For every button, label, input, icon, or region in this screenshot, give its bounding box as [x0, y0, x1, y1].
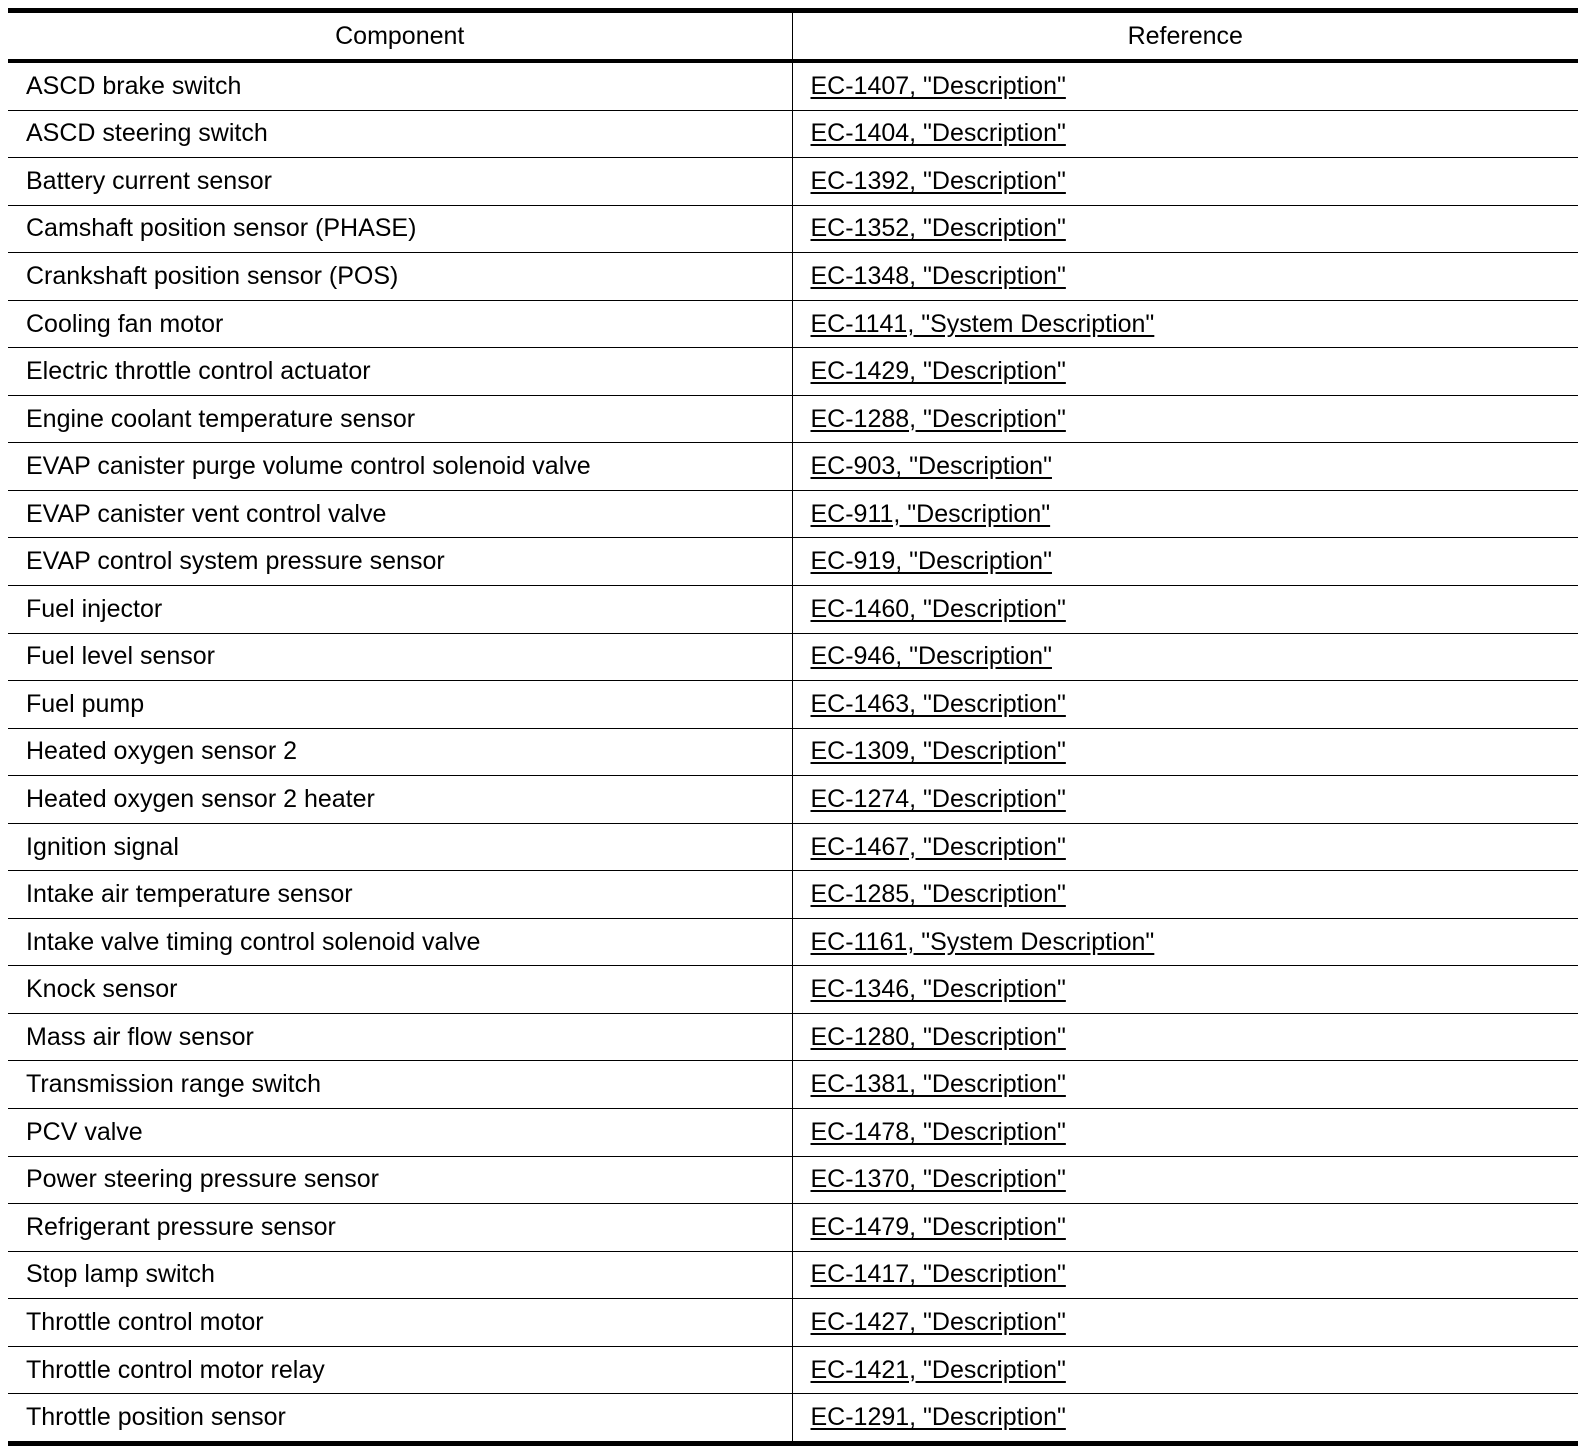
component-cell: Knock sensor — [8, 966, 792, 1014]
table-row — [8, 490, 1578, 538]
reference-cell — [792, 966, 1578, 1014]
table-row — [8, 1299, 1578, 1347]
reference-link[interactable]: EC-1381, "Description" — [810, 1070, 1066, 1099]
table-row — [8, 1346, 1578, 1394]
table-row — [8, 776, 1578, 824]
reference-link[interactable]: EC-1404, "Description" — [810, 119, 1066, 148]
component-cell: EVAP control system pressure sensor — [8, 538, 792, 586]
reference-link[interactable]: EC-1285, "Description" — [810, 880, 1066, 909]
table-row — [8, 443, 1578, 491]
component-cell: Intake air temperature sensor — [8, 871, 792, 919]
reference-link[interactable]: EC-1274, "Description" — [810, 784, 1066, 813]
reference-link[interactable]: EC-1348, "Description" — [810, 261, 1066, 290]
component-cell: Fuel level sensor — [8, 633, 792, 681]
reference-link[interactable]: EC-1291, "Description" — [810, 1403, 1066, 1432]
table-row — [8, 348, 1578, 396]
reference-link[interactable]: EC-1429, "Description" — [810, 357, 1066, 386]
component-cell: ASCD steering switch — [8, 110, 792, 158]
header-row — [8, 11, 1578, 62]
table-row — [8, 158, 1578, 206]
reference-cell — [792, 158, 1578, 206]
reference-link[interactable]: EC-1479, "Description" — [810, 1212, 1066, 1241]
reference-link[interactable]: EC-1427, "Description" — [810, 1307, 1066, 1336]
table-row — [8, 586, 1578, 634]
table-row — [8, 633, 1578, 681]
reference-link[interactable]: EC-1352, "Description" — [810, 214, 1066, 243]
reference-cell — [792, 110, 1578, 158]
reference-link[interactable]: EC-903, "Description" — [810, 452, 1052, 481]
table-row — [8, 205, 1578, 253]
reference-cell — [792, 918, 1578, 966]
reference-link[interactable]: EC-1407, "Description" — [810, 71, 1066, 100]
reference-cell — [792, 776, 1578, 824]
table-header — [8, 11, 1578, 62]
component-cell: Cooling fan motor — [8, 300, 792, 348]
reference-cell — [792, 1061, 1578, 1109]
header-reference: Reference — [792, 11, 1578, 62]
table-row — [8, 1013, 1578, 1061]
table-row — [8, 871, 1578, 919]
table-row — [8, 61, 1578, 110]
table-row — [8, 253, 1578, 301]
reference-cell — [792, 633, 1578, 681]
component-cell: Ignition signal — [8, 823, 792, 871]
reference-cell — [792, 1204, 1578, 1252]
table-row — [8, 966, 1578, 1014]
reference-cell — [792, 61, 1578, 110]
table-row — [8, 823, 1578, 871]
table-row — [8, 538, 1578, 586]
reference-cell — [792, 300, 1578, 348]
component-cell: Refrigerant pressure sensor — [8, 1204, 792, 1252]
component-cell: Battery current sensor — [8, 158, 792, 206]
component-cell: Throttle position sensor — [8, 1394, 792, 1444]
table-row — [8, 1204, 1578, 1252]
table-row — [8, 1251, 1578, 1299]
component-cell: Camshaft position sensor (PHASE) — [8, 205, 792, 253]
component-cell: Intake valve timing control solenoid valve — [8, 918, 792, 966]
table-row — [8, 300, 1578, 348]
component-cell: Heated oxygen sensor 2 — [8, 728, 792, 776]
reference-link[interactable]: EC-1288, "Description" — [810, 404, 1066, 433]
table-body — [8, 61, 1578, 1443]
reference-link[interactable]: EC-1421, "Description" — [810, 1355, 1066, 1384]
reference-cell — [792, 490, 1578, 538]
table-row — [8, 728, 1578, 776]
table-row — [8, 681, 1578, 729]
reference-cell — [792, 728, 1578, 776]
reference-cell — [792, 1013, 1578, 1061]
component-cell: Transmission range switch — [8, 1061, 792, 1109]
reference-link[interactable]: EC-1463, "Description" — [810, 689, 1066, 718]
reference-link[interactable]: EC-911, "Description" — [810, 499, 1051, 528]
reference-link[interactable]: EC-919, "Description" — [810, 547, 1052, 576]
component-reference-table-container — [8, 8, 1578, 1446]
component-cell: ASCD brake switch — [8, 61, 792, 110]
table-row — [8, 1156, 1578, 1204]
component-cell: Power steering pressure sensor — [8, 1156, 792, 1204]
reference-cell — [792, 1109, 1578, 1157]
component-cell: Engine coolant temperature sensor — [8, 395, 792, 443]
reference-link[interactable]: EC-1346, "Description" — [810, 975, 1066, 1004]
reference-cell — [792, 443, 1578, 491]
reference-cell — [792, 1346, 1578, 1394]
table-row — [8, 1109, 1578, 1157]
component-reference-table — [8, 8, 1578, 1446]
reference-link[interactable]: EC-1417, "Description" — [810, 1260, 1066, 1289]
table-row — [8, 395, 1578, 443]
component-cell: Stop lamp switch — [8, 1251, 792, 1299]
reference-link[interactable]: EC-1478, "Description" — [810, 1117, 1066, 1146]
component-cell: EVAP canister vent control valve — [8, 490, 792, 538]
reference-cell — [792, 1299, 1578, 1347]
reference-link[interactable]: EC-946, "Description" — [810, 642, 1052, 671]
reference-link[interactable]: EC-1161, "System Description" — [810, 927, 1155, 956]
reference-cell — [792, 823, 1578, 871]
header-component: Component — [8, 11, 792, 62]
reference-link[interactable]: EC-1370, "Description" — [810, 1165, 1066, 1194]
reference-cell — [792, 395, 1578, 443]
component-cell: Throttle control motor relay — [8, 1346, 792, 1394]
table-row — [8, 918, 1578, 966]
reference-link[interactable]: EC-1467, "Description" — [810, 832, 1066, 861]
reference-cell — [792, 205, 1578, 253]
reference-link[interactable]: EC-1280, "Description" — [810, 1022, 1066, 1051]
component-cell: Heated oxygen sensor 2 heater — [8, 776, 792, 824]
component-cell: Electric throttle control actuator — [8, 348, 792, 396]
reference-link[interactable]: EC-1141, "System Description" — [810, 309, 1155, 338]
reference-cell — [792, 253, 1578, 301]
table-row — [8, 110, 1578, 158]
reference-link[interactable]: EC-1392, "Description" — [810, 166, 1066, 195]
reference-cell — [792, 1394, 1578, 1444]
reference-cell — [792, 348, 1578, 396]
reference-cell — [792, 586, 1578, 634]
table-row — [8, 1394, 1578, 1444]
component-cell: Throttle control motor — [8, 1299, 792, 1347]
reference-cell — [792, 538, 1578, 586]
component-cell: Fuel injector — [8, 586, 792, 634]
component-cell: Crankshaft position sensor (POS) — [8, 253, 792, 301]
reference-cell — [792, 1156, 1578, 1204]
reference-cell — [792, 1251, 1578, 1299]
reference-link[interactable]: EC-1309, "Description" — [810, 737, 1066, 766]
component-cell: EVAP canister purge volume control solenoid valve — [8, 443, 792, 491]
component-cell: Fuel pump — [8, 681, 792, 729]
component-cell: Mass air flow sensor — [8, 1013, 792, 1061]
table-row — [8, 1061, 1578, 1109]
reference-link[interactable]: EC-1460, "Description" — [810, 594, 1066, 623]
reference-cell — [792, 871, 1578, 919]
component-cell: PCV valve — [8, 1109, 792, 1157]
reference-cell — [792, 681, 1578, 729]
